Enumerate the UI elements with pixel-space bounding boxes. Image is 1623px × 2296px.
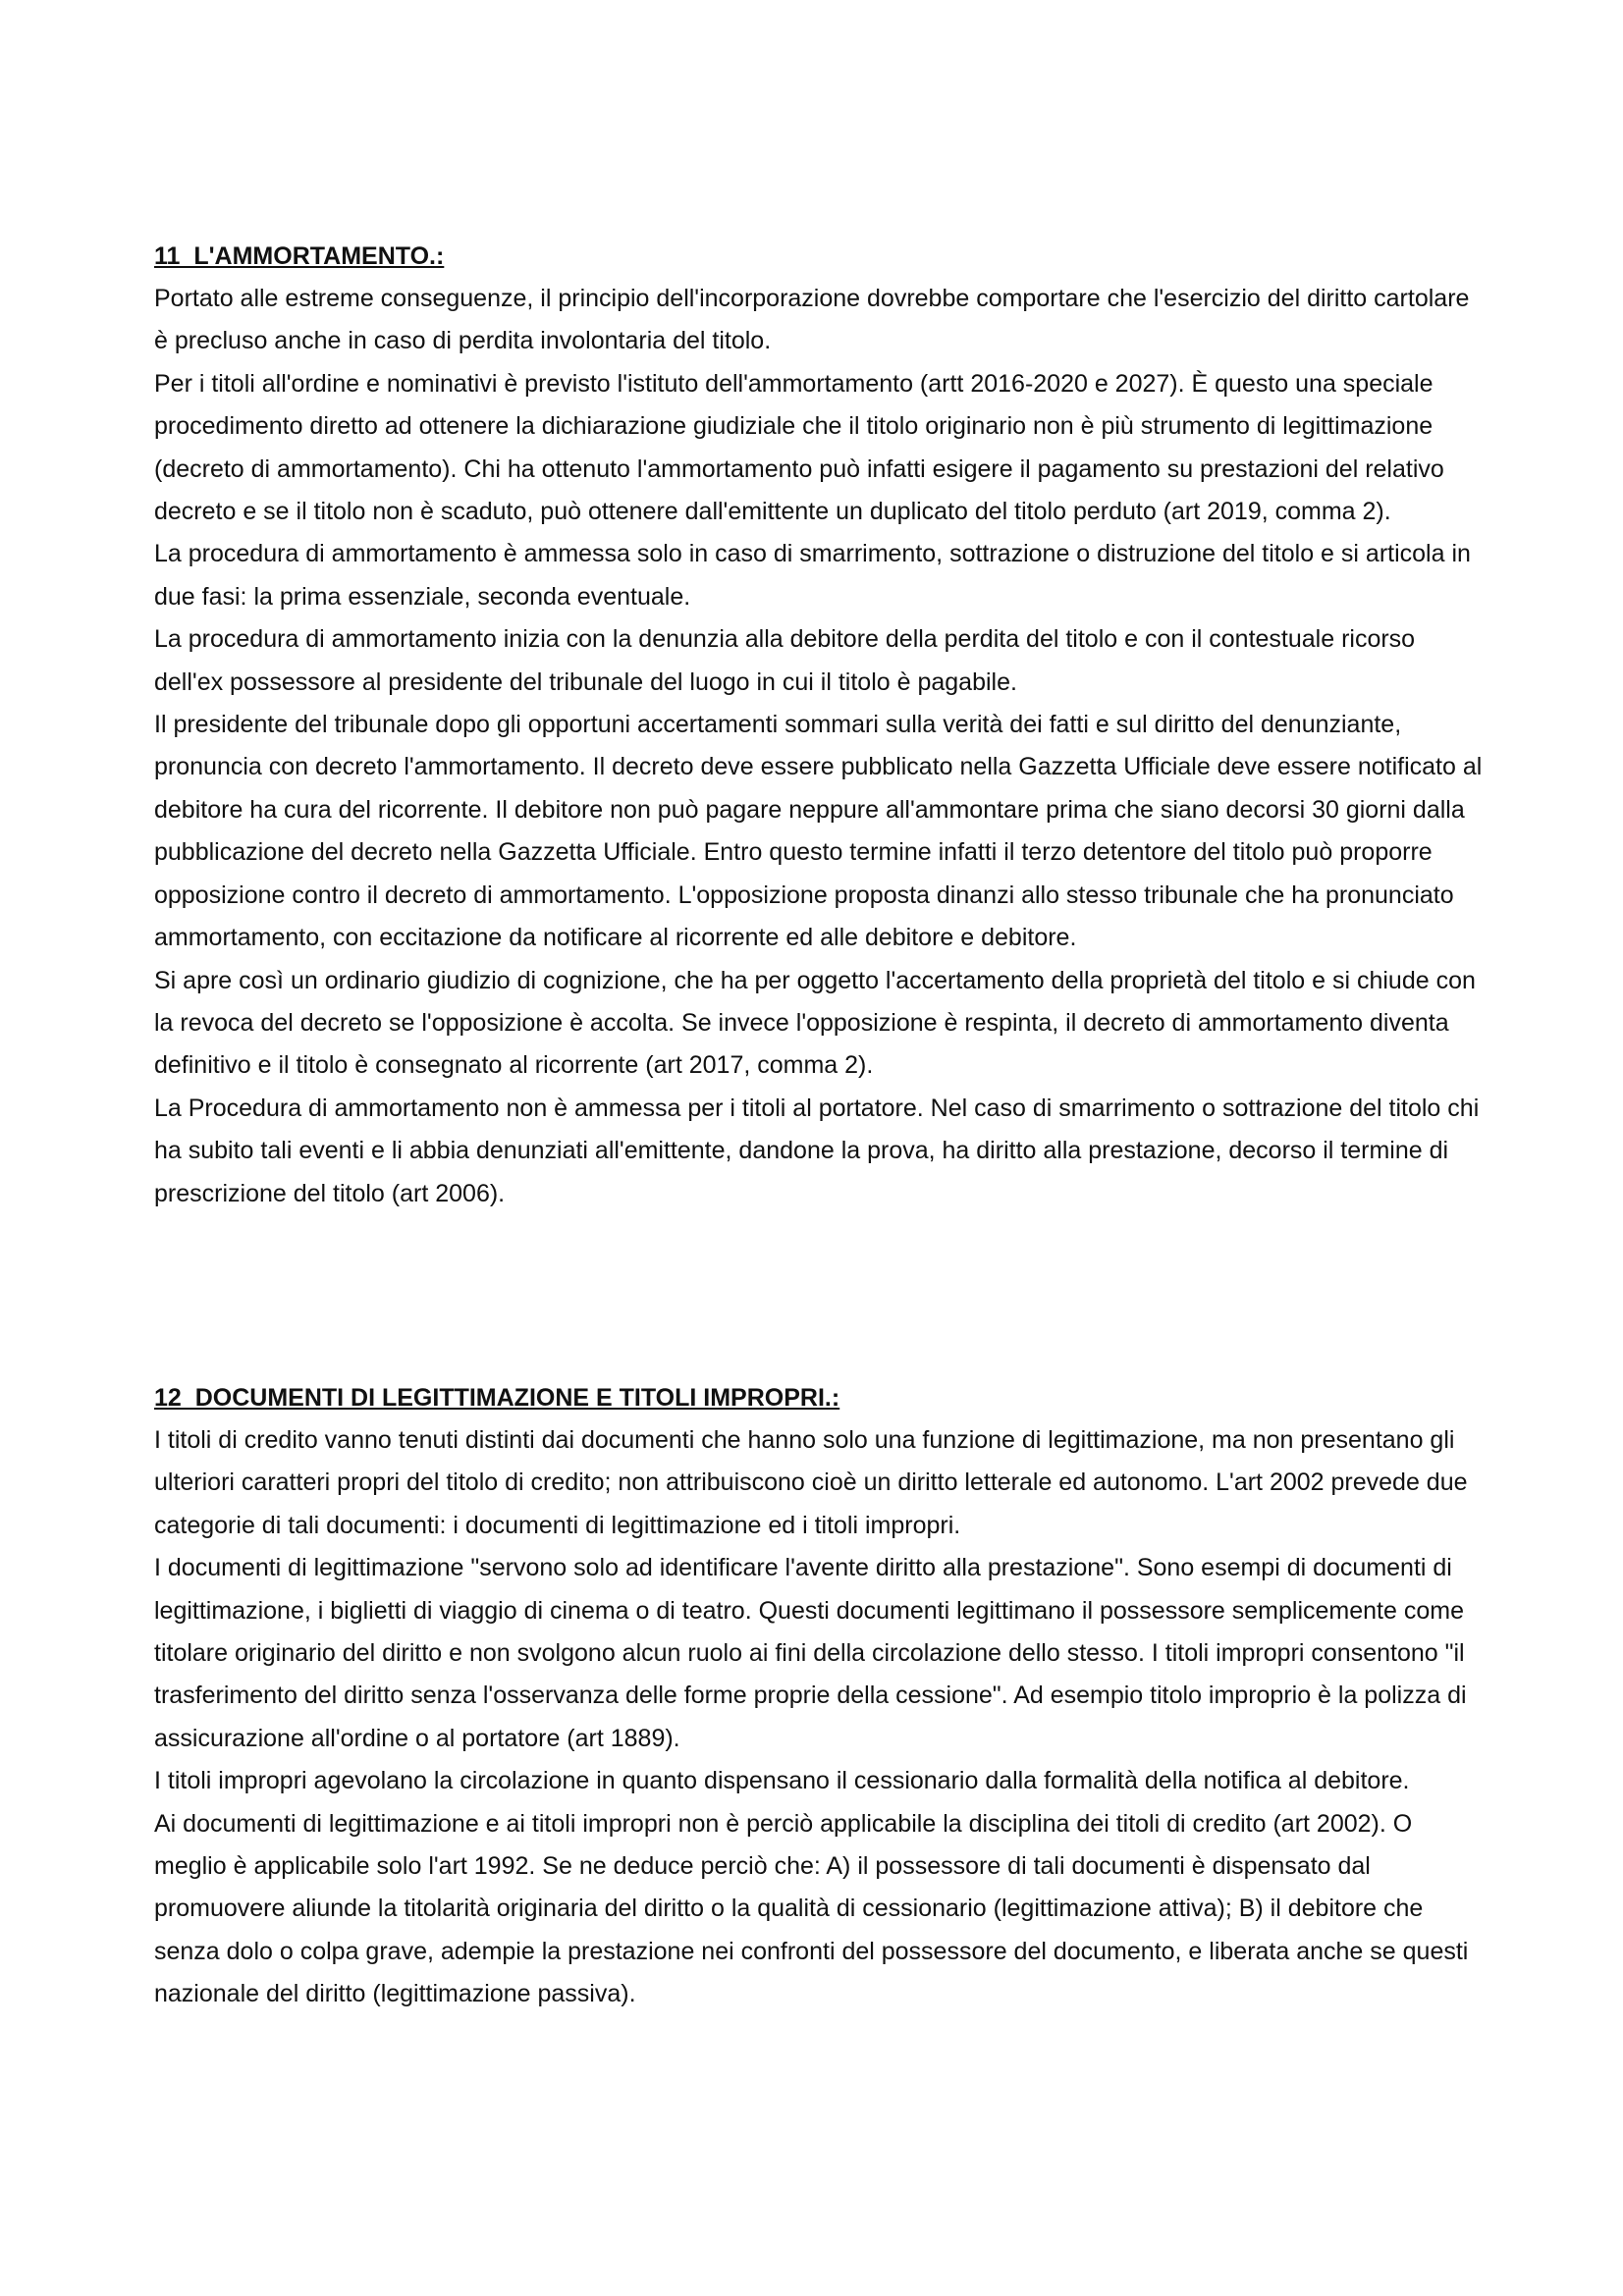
paragraph: La Procedura di ammortamento non è ammessa per i titoli al portatore. Nel caso di smarrimento o sottrazione del titolo chi ha subito tali eventi e li abbia denunziati all'emittente, dandone la prova, ha diritto alla prestazione, decorso il termine di prescrizione del titolo (art 2006). xyxy=(154,1094,1480,1207)
section-heading: 12_DOCUMENTI DI LEGITTIMAZIONE E TITOLI IMPROPRI.: xyxy=(154,1384,840,1412)
paragraph: Ai documenti di legittimazione e ai titoli impropri non è perciò applicabile la disciplina dei titoli di credito (art 2002). O meglio è applicabile solo l'art 1992. Se ne deduce perciò che: A) il possessore di tali documenti è dispensato dal promuovere aliunde la titolarità originaria del diritto o la qualità di cessionario (legittimazione attiva); B) il debitore che senza dolo o colpa grave, adempie la prestazione nei confronti del possessore del documento, e liberata anche se questi nazionale del diritto (legittimazione passiva). xyxy=(154,1809,1469,2008)
paragraph: Portato alle estreme conseguenze, il principio dell'incorporazione dovrebbe comportare che l'esercizio del diritto cartolare è precluso anche in caso di perdita involontaria del titolo. xyxy=(154,285,1470,355)
paragraph: I documenti di legittimazione "servono solo ad identificare l'avente diritto alla prestazione". Sono esempi di documenti di legittimazione, i biglietti di viaggio di cinema o di teatro. Questi documenti legittimano il possessore semplicemente come titolare originario del diritto e non svolgono alcun ruolo ai fini della circolazione dello stesso. I titoli impropri consentono "il trasferimento del diritto senza l'osservanza delle forme proprie della cessione". Ad esempio titolo improprio è la polizza di assicurazione all'ordine o al portatore (art 1889). xyxy=(154,1554,1467,1752)
paragraph: Si apre così un ordinario giudizio di cognizione, che ha per oggetto l'accertamento della proprietà del titolo e si chiude con la revoca del decreto se l'opposizione è accolta. Se invece l'opposizione è respinta, il decreto di ammortamento diventa definitivo e il titolo è consegnato al ricorrente (art 2017, comma 2). xyxy=(154,966,1476,1080)
paragraph: Il presidente del tribunale dopo gli opportuni accertamenti sommari sulla verità dei fatti e sul diritto del denunziante, pronuncia con decreto l'ammortamento. Il decreto deve essere pubblicato nella Gazzetta Ufficiale deve essere notificato al debitore ha cura del ricorrente. Il debitore non può pagare neppure all'ammontare prima che siano decorsi 30 giorni dalla pubblicazione del decreto nella Gazzetta Ufficiale. Entro questo termine infatti il terzo detentore del titolo può proporre opposizione contro il decreto di ammortamento. L'opposizione proposta dinanzi allo stesso tribunale che ha pronunciato ammortamento, con eccitazione da notificare al ricorrente ed alle debitore e debitore. xyxy=(154,711,1483,952)
section-ammortamento xyxy=(154,236,1485,1215)
paragraph: La procedura di ammortamento inizia con la denunzia alla debitore della perdita del titolo e con il contestuale ricorso dell'ex possessore al presidente del tribunale del luogo in cui il titolo è pagabile. xyxy=(154,625,1416,696)
paragraph: Per i titoli all'ordine e nominativi è previsto l'istituto dell'ammortamento (artt 2016-2020 e 2027). È questo una speciale procedimento diretto ad ottenere la dichiarazione giudiziale che il titolo originario non è più strumento di legittimazione (decreto di ammortamento). Chi ha ottenuto l'ammortamento può infatti esigere il pagamento su prestazioni del relativo decreto e se il titolo non è scaduto, può ottenere dall'emittente un duplicato del titolo perduto (art 2019, comma 2). xyxy=(154,369,1444,526)
section-heading: 11_L'AMMORTAMENTO.: xyxy=(154,242,445,270)
paragraph: I titoli di credito vanno tenuti distinti dai documenti che hanno solo una funzione di legittimazione, ma non presentano gli ulteriori caratteri propri del titolo di credito; non attribuiscono cioè un diritto letterale ed autonomo. L'art 2002 prevede due categorie di tali documenti: i documenti di legittimazione ed i titoli impropri. xyxy=(154,1426,1468,1539)
paragraph: La procedura di ammortamento è ammessa solo in caso di smarrimento, sottrazione o distruzione del titolo e si articola in due fasi: la prima essenziale, seconda eventuale. xyxy=(154,540,1471,611)
paragraph: I titoli impropri agevolano la circolazione in quanto dispensano il cessionario dalla formalità della notifica al debitore. xyxy=(154,1767,1410,1795)
section-documenti-legittimazione xyxy=(154,1377,1485,2016)
